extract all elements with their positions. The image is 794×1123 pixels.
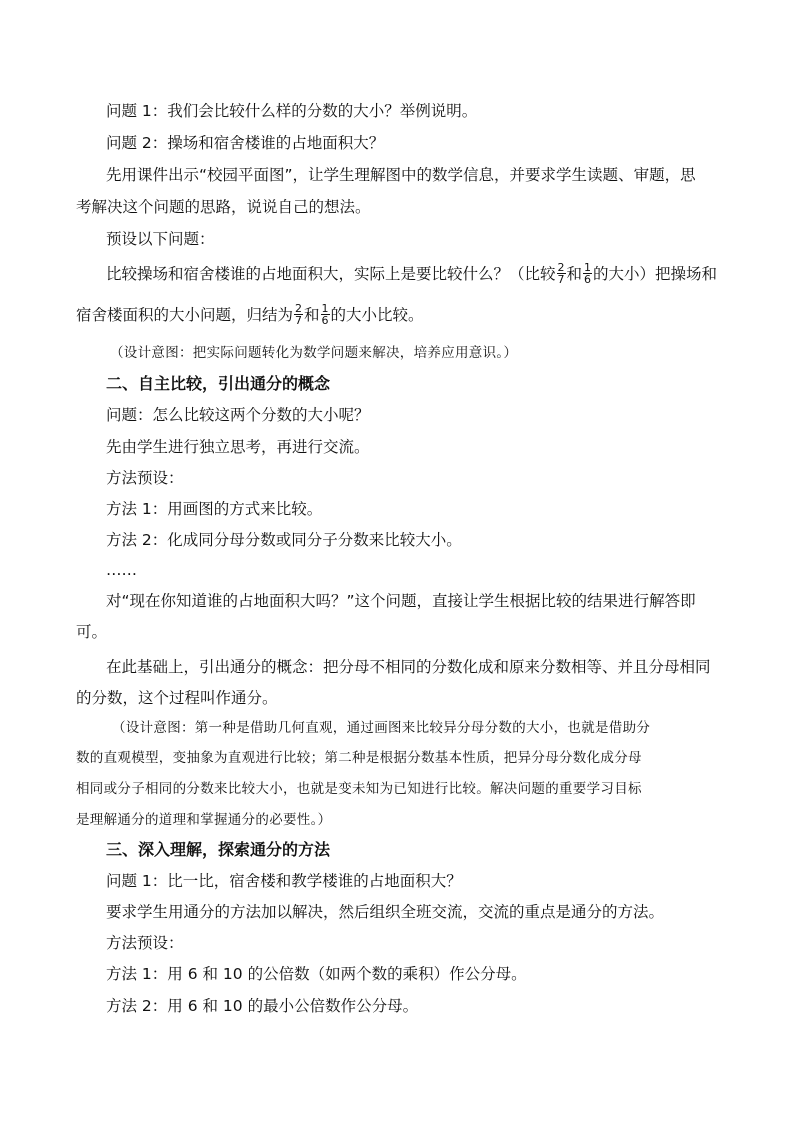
design-intent-note: 数的直观模型，变抽象为直观进行比较；第二种是根据分数基本性质，把异分母分数化成分母 bbox=[76, 750, 642, 766]
text-segment: 和 bbox=[304, 306, 320, 324]
fraction-numerator: 2 bbox=[295, 302, 303, 315]
paragraph-with-fraction bbox=[76, 304, 424, 327]
text-segment: 和 bbox=[566, 265, 583, 283]
fraction-numerator: 2 bbox=[557, 261, 565, 274]
preset-label: 预设以下问题： bbox=[106, 230, 215, 248]
fraction-numerator: 1 bbox=[584, 261, 592, 274]
paragraph-line: 可。 bbox=[76, 623, 108, 641]
text-segment: 宿舍楼面积的大小问题，归结为 bbox=[76, 306, 294, 324]
fraction-denominator: 7 bbox=[295, 314, 303, 327]
text-segment: 的大小）把操场和 bbox=[593, 265, 718, 283]
text-segment: 的大小比较。 bbox=[330, 306, 424, 324]
fraction-denominator: 6 bbox=[584, 273, 592, 286]
fraction-denominator: 6 bbox=[321, 314, 329, 327]
fraction-2-7 bbox=[557, 262, 566, 285]
paragraph-line: 考解决这个问题的思路，说说自己的想法。 bbox=[76, 198, 371, 216]
method-1: 方法 1：用 6 和 10 的公倍数（如两个数的乘积）作公分母。 bbox=[106, 965, 527, 983]
question: 问题：怎么比较这两个分数的大小呢？ bbox=[106, 406, 370, 424]
design-intent-note: 是理解通分的道理和掌握通分的必要性。） bbox=[76, 812, 332, 828]
text-segment: 比较操场和宿舍楼谁的占地面积大，实际上是要比较什么？（比较 bbox=[106, 265, 556, 283]
fraction-2-7 bbox=[294, 303, 303, 326]
paragraph-line: 先由学生进行独立思考，再进行交流。 bbox=[106, 438, 370, 456]
design-intent-note: （设计意图：把实际问题转化为数学问题来解决，培养应用意识。） bbox=[110, 345, 518, 361]
fraction-denominator: 7 bbox=[557, 273, 565, 286]
section-heading-2: 二、自主比较，引出通分的概念 bbox=[106, 374, 331, 393]
method-preset-label: 方法预设： bbox=[106, 934, 184, 952]
method-preset-label: 方法预设： bbox=[106, 469, 184, 487]
method-2: 方法 2：化成同分母分数或同分子分数来比较大小。 bbox=[106, 531, 462, 549]
method-1: 方法 1：用画图的方式来比较。 bbox=[106, 500, 323, 518]
method-2: 方法 2：用 6 和 10 的最小公倍数作公分母。 bbox=[106, 997, 419, 1015]
paragraph-line: 对“现在你知道谁的占地面积大吗？”这个问题，直接让学生根据比较的结果进行解答即 bbox=[106, 592, 696, 610]
fraction-1-6 bbox=[321, 303, 330, 326]
fraction-numerator: 1 bbox=[321, 302, 329, 315]
question-1: 问题 1：我们会比较什么样的分数的大小？举例说明。 bbox=[106, 102, 478, 120]
question-2: 问题 2：操场和宿舍楼谁的占地面积大？ bbox=[106, 134, 385, 152]
section-heading-3: 三、深入理解，探索通分的方法 bbox=[106, 840, 331, 859]
ellipsis: …… bbox=[106, 561, 137, 579]
design-intent-note: （设计意图：第一种是借助几何直观，通过画图来比较异分母分数的大小，也就是借助分 bbox=[112, 720, 651, 736]
paragraph-line: 在此基础上，引出通分的概念：把分母不相同的分数化成和原来分数相等、并且分母相同 bbox=[106, 658, 711, 676]
paragraph-line: 先用课件出示“校园平面图”，让学生理解图中的数学信息，并要求学生读题、审题，思 bbox=[106, 166, 696, 184]
fraction-1-6 bbox=[583, 262, 592, 285]
paragraph-with-fraction bbox=[106, 263, 717, 286]
question-1: 问题 1：比一比，宿舍楼和教学楼谁的占地面积大？ bbox=[106, 872, 462, 890]
paragraph-line: 要求学生用通分的方法加以解决，然后组织全班交流，交流的重点是通分的方法。 bbox=[106, 903, 665, 921]
design-intent-note: 相同或分子相同的分数来比较大小，也就是变未知为已知进行比较。解决问题的重要学习目标 bbox=[76, 781, 642, 797]
paragraph-line: 的分数，这个过程叫作通分。 bbox=[76, 689, 278, 707]
